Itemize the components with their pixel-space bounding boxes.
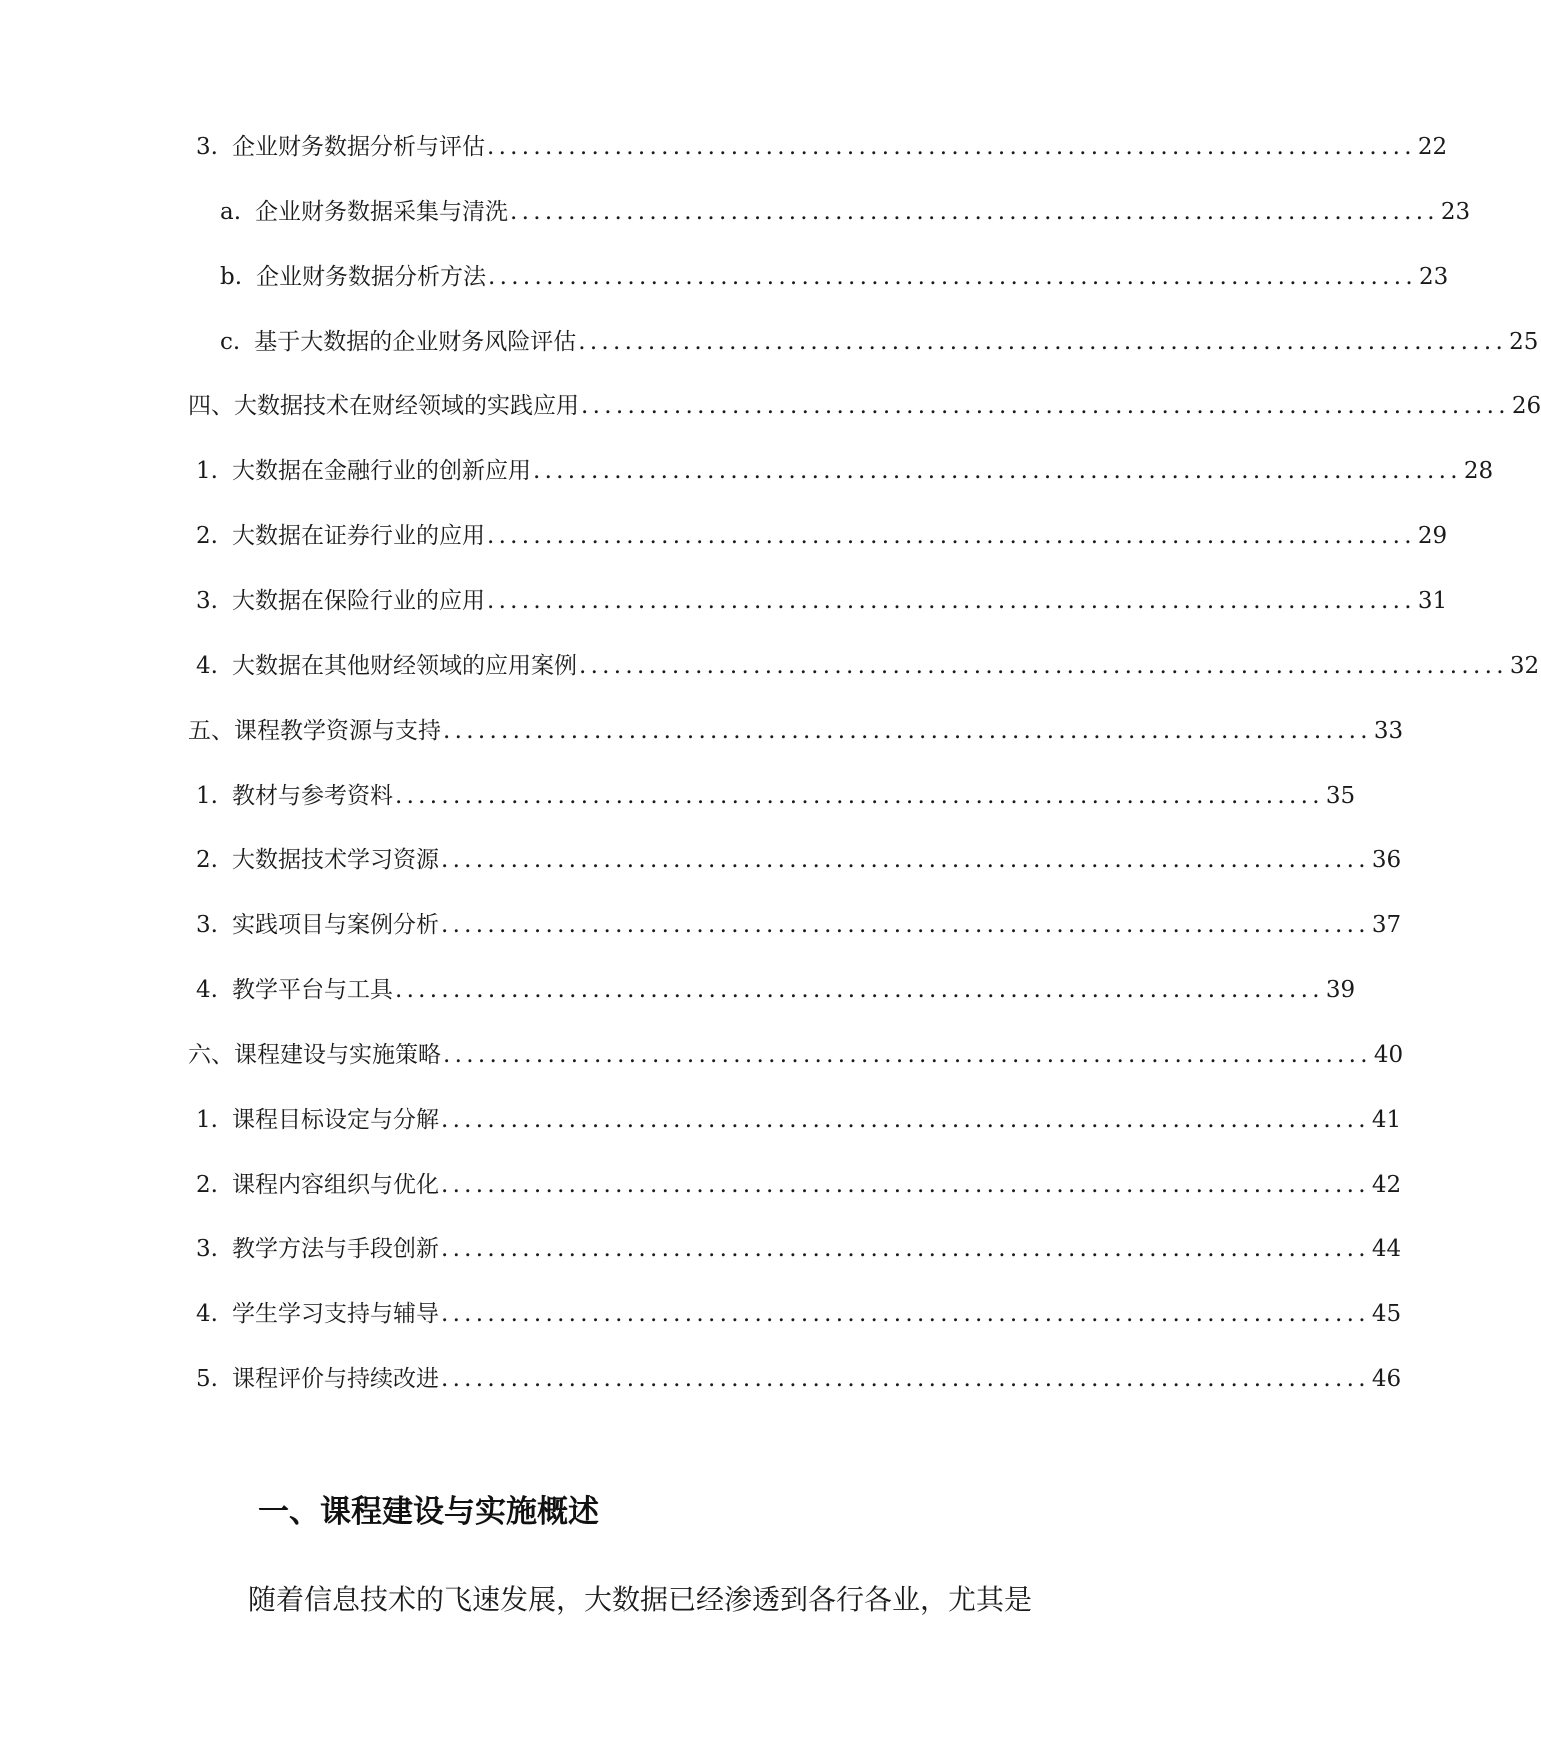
toc-leader-dots: ................................................................................ — [440, 912, 1370, 939]
toc-entry-title: 实践项目与案例分析 — [231, 912, 439, 939]
section-heading: 一、课程建设与实施概述 — [258, 1494, 599, 1530]
toc-entry[interactable] — [196, 646, 1540, 686]
toc-leader-dots: ................................................................................ — [488, 263, 1417, 290]
toc-entry-title: 四、大数据技术在财经领域的实践应用 — [188, 393, 579, 420]
toc-entry[interactable] — [196, 451, 1494, 491]
toc-entry-page-number: 23 — [1418, 263, 1449, 290]
toc-leader-dots: ................................................................................ — [440, 1366, 1370, 1393]
toc-leader-dots: ................................................................................ — [440, 1106, 1370, 1133]
toc-leader-dots: ................................................................................ — [440, 847, 1370, 874]
toc-entry[interactable] — [196, 840, 1402, 880]
toc-entry-number: 1. — [196, 782, 218, 809]
toc-entry-number: 1. — [196, 1106, 218, 1133]
toc-entry[interactable] — [188, 386, 1541, 426]
toc-entry-title: 教学方法与手段创新 — [231, 1236, 439, 1263]
toc-entry-number: 3. — [196, 912, 218, 939]
toc-entry[interactable] — [196, 1100, 1402, 1140]
toc-entry-page-number: 28 — [1463, 458, 1494, 485]
toc-entry-number: 3. — [196, 587, 218, 614]
toc-entry-page-number: 22 — [1417, 134, 1448, 160]
toc-entry-number: 2. — [196, 523, 218, 550]
toc-entry[interactable] — [196, 1359, 1402, 1399]
toc-leader-dots: ................................................................................ — [486, 134, 1416, 160]
toc-entry[interactable] — [188, 711, 1404, 751]
toc-entry-page-number: 41 — [1371, 1106, 1402, 1133]
toc-entry[interactable] — [196, 905, 1402, 945]
toc-entry-page-number: 33 — [1373, 717, 1404, 744]
toc-entry-title: 大数据技术学习资源 — [231, 847, 439, 874]
toc-entry-title: 大数据在保险行业的应用 — [231, 587, 485, 614]
toc-entry-title: 基于大数据的企业财务风险评估 — [254, 328, 577, 355]
toc-entry-page-number: 25 — [1509, 328, 1539, 355]
toc-entry-page-number: 39 — [1325, 977, 1356, 1004]
toc-entry[interactable] — [196, 127, 1448, 167]
body-paragraph: 随着信息技术的飞速发展，大数据已经渗透到各行各业，尤其是 — [248, 1583, 1033, 1616]
toc-entry-page-number: 36 — [1371, 847, 1402, 874]
toc-entry[interactable] — [196, 516, 1448, 556]
toc-entry-page-number: 46 — [1371, 1366, 1402, 1393]
toc-entry-page-number: 37 — [1371, 912, 1402, 939]
toc-entry-title: 课程内容组织与优化 — [231, 1171, 439, 1198]
toc-leader-dots: ................................................................................ — [440, 1171, 1370, 1198]
toc-entry-title: 教材与参考资料 — [231, 782, 393, 809]
toc-entry-number: 4. — [196, 1301, 218, 1328]
toc-leader-dots: ................................................................................ — [394, 782, 1324, 809]
toc-entry-page-number: 29 — [1417, 523, 1448, 550]
toc-leader-dots: ................................................................................ — [578, 328, 1508, 355]
toc-entry[interactable] — [220, 322, 1539, 362]
toc-entry-page-number: 35 — [1325, 782, 1356, 809]
toc-entry-page-number: 31 — [1417, 587, 1448, 614]
toc-leader-dots: ................................................................................ — [394, 977, 1324, 1004]
toc-entry-page-number: 26 — [1511, 393, 1541, 420]
toc-entry-number: 5. — [196, 1366, 218, 1393]
toc-entry-number: 1. — [196, 458, 218, 485]
toc-entry-number: c. — [220, 328, 241, 355]
toc-entry-page-number: 44 — [1371, 1236, 1402, 1263]
toc-leader-dots: ................................................................................ — [440, 1301, 1370, 1328]
toc-entry-number: 4. — [196, 652, 218, 679]
toc-leader-dots: ................................................................................ — [581, 393, 1510, 420]
toc-entry[interactable] — [196, 1165, 1402, 1205]
toc-leader-dots: ................................................................................ — [443, 1041, 1372, 1068]
toc-entry-number: 3. — [196, 1236, 218, 1263]
toc-entry-number: b. — [220, 263, 243, 290]
toc-entry-page-number: 23 — [1440, 198, 1471, 225]
toc-entry-title: 企业财务数据分析方法 — [256, 263, 487, 290]
toc-entry-title: 课程目标设定与分解 — [231, 1106, 439, 1133]
toc-entry[interactable] — [196, 1229, 1402, 1269]
toc-entry-page-number: 32 — [1509, 652, 1540, 679]
toc-entry[interactable] — [220, 257, 1449, 297]
toc-entry-title: 企业财务数据分析与评估 — [231, 134, 485, 160]
toc-leader-dots: ................................................................................ — [532, 458, 1462, 485]
toc-leader-dots: ................................................................................ — [486, 523, 1416, 550]
toc-entry-title: 五、课程教学资源与支持 — [188, 717, 441, 744]
toc-entry-title: 课程评价与持续改进 — [231, 1366, 439, 1393]
toc-entry[interactable] — [188, 1035, 1404, 1075]
toc-entry[interactable] — [196, 1294, 1402, 1334]
toc-entry[interactable] — [196, 970, 1356, 1010]
toc-leader-dots: ................................................................................ — [578, 652, 1508, 679]
toc-entry-page-number: 42 — [1371, 1171, 1402, 1198]
toc-entry-title: 大数据在证券行业的应用 — [231, 523, 485, 550]
toc-entry-number: 2. — [196, 847, 218, 874]
toc-entry-title: 学生学习支持与辅导 — [231, 1301, 439, 1328]
toc-entry-page-number: 40 — [1373, 1041, 1404, 1068]
toc-entry-page-number: 45 — [1371, 1301, 1402, 1328]
toc-entry-number: 2. — [196, 1171, 218, 1198]
toc-entry[interactable] — [196, 581, 1448, 621]
toc-entry[interactable] — [220, 192, 1471, 232]
toc-leader-dots: ................................................................................ — [510, 198, 1439, 225]
toc-entry-title: 大数据在其他财经领域的应用案例 — [231, 652, 577, 679]
toc-entry-title: 企业财务数据采集与清洗 — [255, 198, 509, 225]
toc-entry-title: 六、课程建设与实施策略 — [188, 1041, 441, 1068]
toc-entry-title: 教学平台与工具 — [231, 977, 393, 1004]
toc-leader-dots: ................................................................................ — [443, 717, 1372, 744]
toc-entry-number: 4. — [196, 977, 218, 1004]
toc-leader-dots: ................................................................................ — [440, 1236, 1370, 1263]
toc-entry-number: 3. — [196, 134, 218, 160]
toc-entry-number: a. — [220, 198, 242, 225]
toc-entry-title: 大数据在金融行业的创新应用 — [231, 458, 531, 485]
toc-leader-dots: ................................................................................ — [486, 587, 1416, 614]
toc-entry[interactable] — [196, 776, 1356, 816]
